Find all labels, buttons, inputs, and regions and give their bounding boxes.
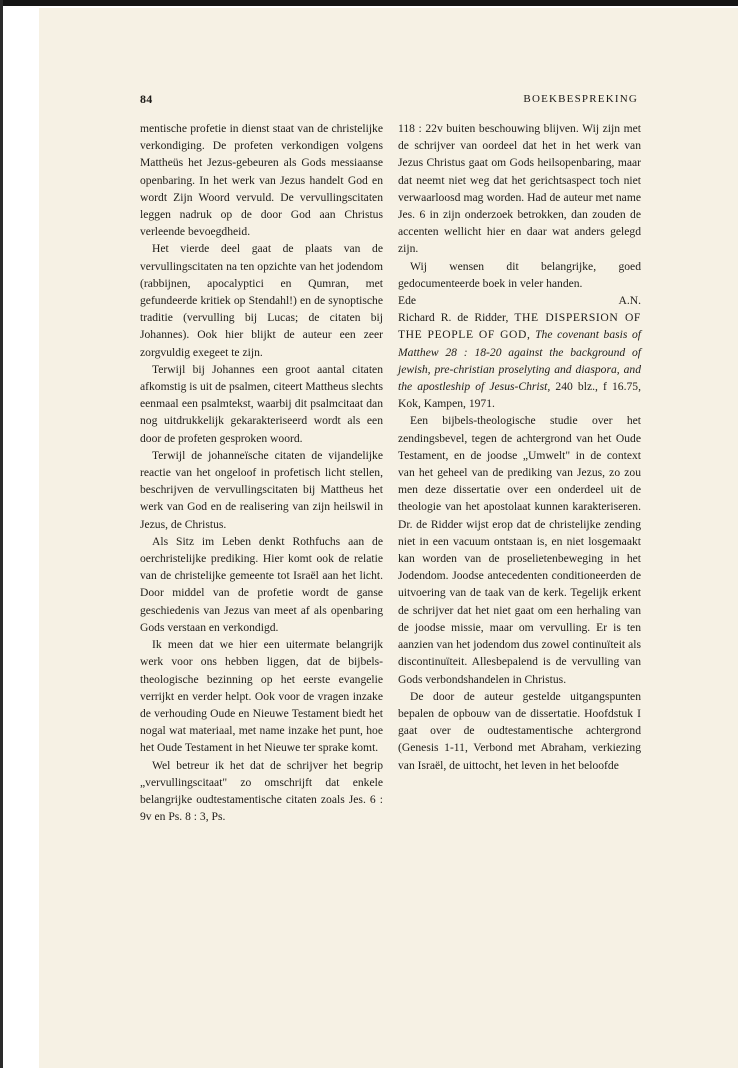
scan-top-border [0, 0, 738, 6]
paragraph: 118 : 22v buiten beschouwing blijven. Wij zijn met de schrijver van oordeel dat het in het werk van Jezus Christus gaat om Gods heilsopenbaring, maar dat neemt niet weg dat het gerichtsaspect toch niet verwaarloosd mag worden. Had de auteur met name Jes. 6 in zijn onderzoek betrokken, dan zouden de accenten wellicht hier en daar wat anders gelegd zijn. [398, 122, 641, 256]
paragraph: Ik meen dat we hier een uitermate belangrijk werk voor ons hebben liggen, dat de bijbels-theologische bezinning op het eerste evangelie verrijkt en verder helpt. Ook voor de vragen inzake de verhouding Oude en Nieuwe Testament biedt het nogal wat materiaal, met name inzake het punt, hoe het Oude Testament in het Nieuwe ter sprake komt. [140, 638, 383, 755]
book-subtitle: The covenant basis of Matthew 28 : 18-20 against the background of jewish, pre-christian proselyting and diaspora, and the apostleship of Jesus-Christ, [398, 328, 642, 394]
paragraph: Wij wensen dit belangrijke, goed gedocumenteerde boek in veler handen. [398, 259, 641, 290]
paragraph: De door de auteur gestelde uitgangspunten bepalen de opbouw van de dissertatie. Hoofdstuk I gaat over de oudtestamentische achtergrond (Genesis 1-11, Verbond met Abraham, verkiezing van Israël, de uittocht, het leven in het beloofde [398, 689, 641, 772]
paragraph: Een bijbels-theologische studie over het zendingsbevel, tegen de achtergrond van het Oude Testament, en de joodse „Umwelt" in de context van het geheel van de prediking van Jezus, zo zou men deze dissertatie over een onderdeel uit de theologie van het apostolaat kunnen karakteriseren. Dr. de Ridder wijst erop dat de christelijke zending niet in een vacuum ontstaan is, en niet losgemaakt kan worden van de proselietenbeweging in het Jodendom. Joodse antecedenten conditioneerden de uitvoering van de taak van de kerk. Tegelijk erkent de schrijver dat het niet gaat om een herhaling van de joodse missie, maar om vervulling. Er is ten aanzien van het jodendom dus zowel continuïteit als discontinuïteit. Allesbepalend is de vervulling van Gods verbondshandelen in Christus. [398, 414, 641, 686]
book-title: THE DISPERSION OF THE PEOPLE OF GOD, [398, 311, 641, 342]
signoff-initials: A.N. [618, 294, 641, 308]
paragraph: mentische profetie in dienst staat van de christelijke verkondiging. De profeten verkondigen volgens Mattheüs het Jezus-gebeuren als Gods messiaanse openbaring. In het werk van Jezus handelt God en wordt Zijn Woord vervuld. De vervullingscitaten leggen nadruk op de door God aan Christus verleende bevoegdheid. [140, 122, 383, 239]
review-signoff [398, 292, 641, 309]
book-author: Richard R. de Ridder, [398, 311, 509, 325]
paragraph: Als Sitz im Leben denkt Rothfuchs aan de oerchristelijke prediking. Hier komt ook de relatie van de christelijke gemeente tot Israël aan het licht. Door middel van de profetie wordt de ganse geschiedenis van Jezus van meet af als openbaring Gods verstaan en verkondigd. [140, 534, 383, 634]
book-reference [398, 309, 641, 412]
signoff-place: Ede [398, 294, 417, 308]
right-column [398, 120, 641, 774]
paragraph: Terwijl de johanneïsche citaten de vijandelijke reactie van het ongeloof in profetisch licht stellen, beschrijven de vervullingscitaten bij Mattheus het werk van God en de realisering van zijn heilswil in Jezus, de Christus. [140, 448, 383, 531]
scan-left-border [0, 0, 3, 1068]
book-details: 240 blz., f 16.75, Kok, Kampen, 1971. [398, 380, 641, 411]
paragraph: Wel betreur ik het dat de schrijver het begrip „vervullingscitaat" zo omschrijft dat enkele belangrijke oudtestamentische citaten zoals Jes. 6 : 9v en Ps. 8 : 3, Ps. [140, 758, 383, 824]
paragraph: Het vierde deel gaat de plaats van de vervullingscitaten na ten opzichte van het jodendom (rabbijnen, apocalyptici en Qumran, met gefundeerde kritiek op Stendahl!) en de synoptische traditie (vervulling bij Lucas; de citaten bij Johannes). Ook hier blijkt de auteur een zeer zorgvuldig exegeet te zijn. [140, 242, 383, 359]
page-number: 84 [140, 92, 153, 106]
paragraph: Terwijl bij Johannes een groot aantal citaten afkomstig is uit de psalmen, citeert Mattheus slechts eenmaal een psalmtekst, waarbij dit psalmcitaat dan nog uitdrukkelijk gekarakteriseerd wordt als een door de profeten gesproken woord. [140, 362, 383, 445]
running-title: BOEKBESPREKING [523, 93, 638, 105]
left-column [140, 120, 383, 825]
